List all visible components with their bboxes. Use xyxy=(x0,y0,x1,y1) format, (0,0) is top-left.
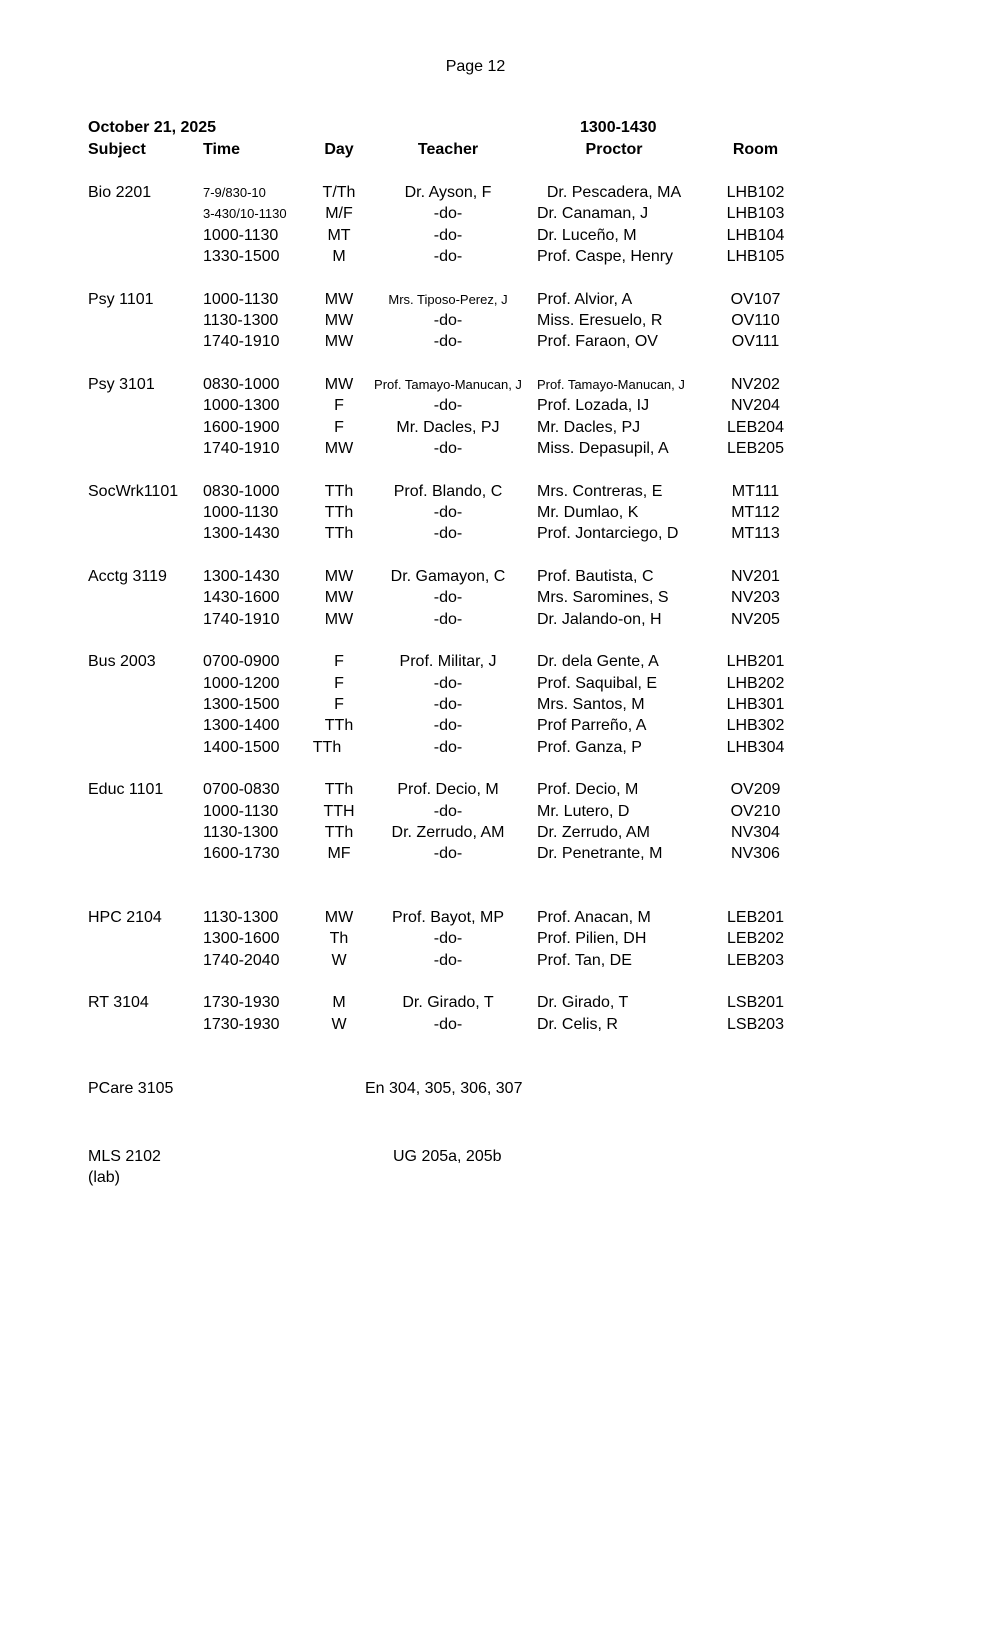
teacher-cell: Dr. Gamayon, C xyxy=(390,567,506,585)
teacher-cell: Prof. Bayot, MP xyxy=(391,909,505,927)
table-row xyxy=(88,246,816,267)
day-cell: MW xyxy=(324,909,354,927)
room-cell: MT112 xyxy=(731,503,780,521)
room-cell: LHB202 xyxy=(726,674,785,692)
table-row xyxy=(88,779,816,800)
time-cell: 1730-1930 xyxy=(203,1015,280,1033)
day-cell: MW xyxy=(324,589,354,607)
table-row xyxy=(88,1014,816,1035)
room-cell: LHB304 xyxy=(726,738,785,756)
room-cell: LHB201 xyxy=(726,653,785,671)
proctor-cell: Mr. Dacles, PJ xyxy=(537,418,641,436)
time-cell: 1300-1400 xyxy=(203,717,280,735)
day-cell: T/Th xyxy=(322,184,356,201)
time-cell: 0830-1000 xyxy=(203,482,280,500)
teacher-cell: -do- xyxy=(433,802,463,820)
proctor-cell: Prof. Lozada, IJ xyxy=(537,397,650,415)
subject-cell: Bus 2003 xyxy=(88,653,156,671)
room-cell: LSB201 xyxy=(727,994,784,1012)
time-cell: 7-9/830-10 xyxy=(203,185,266,200)
room-cell: NV204 xyxy=(731,397,780,415)
proctor-cell: Prof Parreño, A xyxy=(537,717,647,735)
exam-date: October 21, 2025 xyxy=(88,119,217,136)
table-row xyxy=(88,182,816,203)
teacher-cell: -do- xyxy=(433,695,463,713)
subject-cell: HPC 2104 xyxy=(88,909,162,927)
column-header-room: Room xyxy=(732,141,779,158)
table-row xyxy=(88,225,816,246)
room-cell: NV306 xyxy=(731,845,780,863)
day-cell: MW xyxy=(324,333,354,351)
proctor-cell: Prof. Jontarciego, D xyxy=(537,525,679,543)
teacher-cell: Prof. Blando, C xyxy=(393,482,503,500)
room-cell: NV304 xyxy=(731,823,780,841)
time-cell: 1000-1200 xyxy=(203,674,280,692)
teacher-cell: -do- xyxy=(433,205,463,223)
teacher-cell: -do- xyxy=(433,610,463,628)
proctor-cell: Dr. Jalando-on, H xyxy=(537,610,662,628)
table-row xyxy=(88,289,816,310)
subject-cell xyxy=(88,246,203,267)
group-gap xyxy=(88,630,816,651)
teacher-cell: -do- xyxy=(433,311,463,329)
subject-cell xyxy=(88,1014,203,1035)
subject-cell xyxy=(88,587,203,608)
column-header-subject: Subject xyxy=(88,141,146,158)
time-cell: 3-430/10-1130 xyxy=(203,206,287,222)
room-note-cell: UG 205a, 205b xyxy=(393,1147,502,1165)
teacher-cell: -do- xyxy=(433,226,463,244)
teacher-cell: -do- xyxy=(433,738,463,756)
table-row xyxy=(88,374,816,395)
subject-cell xyxy=(88,203,203,224)
subject-cell: PCare 3105 xyxy=(88,1079,174,1097)
teacher-cell: -do- xyxy=(433,247,463,265)
day-cell: F xyxy=(334,418,344,436)
table-row xyxy=(88,715,816,736)
table-row xyxy=(88,694,816,715)
subject-cell xyxy=(88,801,203,822)
day-cell: M xyxy=(332,994,346,1012)
room-cell: OV110 xyxy=(731,311,780,329)
table-row xyxy=(88,523,816,544)
proctor-cell: Dr. Zerrudo, AM xyxy=(537,823,650,841)
proctor-cell: Prof. Alvior, A xyxy=(537,290,633,308)
table-row xyxy=(88,950,816,971)
table-row xyxy=(88,331,816,352)
day-cell: TTH xyxy=(323,802,355,820)
room-cell: LEB203 xyxy=(727,951,784,969)
table-row xyxy=(88,992,816,1013)
room-note-cell: En 304, 305, 306, 307 xyxy=(365,1079,523,1097)
table-row xyxy=(88,438,816,459)
time-cell: 1000-1300 xyxy=(203,397,280,415)
time-cell: 1600-1730 xyxy=(203,845,280,863)
time-cell: 1740-1910 xyxy=(203,333,280,351)
proctor-cell: Prof. Ganza, P xyxy=(537,738,642,756)
page-number: Page 12 xyxy=(445,58,506,75)
teacher-cell: Prof. Militar, J xyxy=(399,653,497,671)
teacher-cell: -do- xyxy=(433,674,463,692)
day-cell: TTh xyxy=(324,781,354,799)
day-cell: TTh xyxy=(324,717,354,735)
teacher-cell: -do- xyxy=(433,439,463,457)
room-cell: LSB203 xyxy=(727,1015,784,1033)
subject-cell xyxy=(88,737,203,758)
group-gap xyxy=(88,971,816,992)
teacher-cell: -do- xyxy=(433,397,463,415)
proctor-cell: Mr. Lutero, D xyxy=(537,802,630,820)
subject-cell xyxy=(88,310,203,331)
time-cell: 1740-1910 xyxy=(203,610,280,628)
time-cell: 0700-0830 xyxy=(203,781,280,799)
exam-schedule-table xyxy=(88,182,816,1188)
day-cell: TTh xyxy=(324,525,354,543)
room-cell: MT111 xyxy=(731,482,780,500)
room-cell: LHB103 xyxy=(726,205,785,223)
group-gap xyxy=(88,1099,816,1146)
subject-cell: Educ 1101 xyxy=(88,781,164,799)
table-row xyxy=(88,843,816,864)
subject-cell: Acctg 3119 xyxy=(88,567,167,585)
table-row xyxy=(88,651,816,672)
room-cell: MT113 xyxy=(731,525,780,543)
proctor-cell: Dr. Girado, T xyxy=(537,994,629,1012)
day-cell: MT xyxy=(327,226,351,244)
table-row xyxy=(88,737,816,758)
time-cell: 0700-0900 xyxy=(203,653,280,671)
table-row xyxy=(88,310,816,331)
time-cell: 1300-1430 xyxy=(203,567,280,585)
proctor-cell: Prof. Tan, DE xyxy=(537,951,632,969)
subject-cell: RT 3104 xyxy=(88,994,149,1012)
day-cell: MW xyxy=(324,439,354,457)
day-cell: MW xyxy=(324,610,354,628)
table-row xyxy=(88,587,816,608)
subject-cell xyxy=(88,523,203,544)
group-gap xyxy=(88,459,816,480)
proctor-cell: Miss. Depasupil, A xyxy=(537,439,669,457)
proctor-cell: Prof. Tamayo-Manucan, J xyxy=(537,376,685,392)
teacher-cell: -do- xyxy=(433,589,463,607)
proctor-cell: Prof. Caspe, Henry xyxy=(537,247,674,265)
schedule-header xyxy=(88,117,816,138)
room-cell: LEB202 xyxy=(727,930,784,948)
table-row xyxy=(88,673,816,694)
group-gap xyxy=(88,353,816,374)
day-cell: F xyxy=(334,653,344,671)
column-header-time: Time xyxy=(203,141,241,158)
day-cell: F xyxy=(334,674,344,692)
table-row xyxy=(88,1078,816,1099)
teacher-cell: -do- xyxy=(433,717,463,735)
subject-cell xyxy=(88,609,203,630)
day-cell: MW xyxy=(324,311,354,329)
time-cell: 1130-1300 xyxy=(203,311,279,329)
teacher-cell: -do- xyxy=(433,1015,463,1033)
subject-cell xyxy=(88,225,203,246)
teacher-cell: Prof. Decio, M xyxy=(397,781,499,799)
subject-cell xyxy=(88,395,203,416)
table-row xyxy=(88,502,816,523)
time-cell: 1000-1130 xyxy=(203,802,279,820)
proctor-cell: Miss. Eresuelo, R xyxy=(537,311,663,329)
day-cell: M/F xyxy=(325,205,353,223)
proctor-cell: Prof. Decio, M xyxy=(537,781,639,799)
room-cell: LHB102 xyxy=(726,184,785,201)
proctor-cell: Prof. Anacan, M xyxy=(537,909,651,927)
proctor-cell: Dr. Pescadera, MA xyxy=(546,184,682,201)
time-cell: 1740-1910 xyxy=(203,439,280,457)
day-cell: TTh xyxy=(324,823,354,841)
teacher-cell: Mrs. Tiposo-Perez, J xyxy=(388,291,508,307)
proctor-cell: Mrs. Contreras, E xyxy=(537,482,663,500)
proctor-cell: Dr. Penetrante, M xyxy=(537,845,663,863)
subject-cell: Psy 1101 xyxy=(88,290,154,308)
proctor-cell: Dr. dela Gente, A xyxy=(537,653,659,671)
time-cell: 1730-1930 xyxy=(203,994,280,1012)
column-header-proctor: Proctor xyxy=(585,141,643,158)
day-cell: W xyxy=(331,1015,347,1033)
room-cell: NV203 xyxy=(731,589,780,607)
teacher-cell: Mr. Dacles, PJ xyxy=(396,418,500,436)
subject-cell xyxy=(88,822,203,843)
time-cell: 1000-1130 xyxy=(203,226,279,244)
time-cell: 1000-1130 xyxy=(203,503,279,521)
time-cell: 1330-1500 xyxy=(203,247,280,265)
proctor-cell: Mrs. Saromines, S xyxy=(537,589,669,607)
teacher-cell: -do- xyxy=(433,503,463,521)
room-cell: NV201 xyxy=(731,567,780,585)
teacher-cell: Dr. Ayson, F xyxy=(404,184,492,201)
subject-cell xyxy=(88,673,203,694)
day-cell: TTh xyxy=(324,503,354,521)
room-cell: LEB204 xyxy=(727,418,784,436)
table-row xyxy=(88,481,816,502)
room-cell: LEB201 xyxy=(727,909,784,927)
subject-cell xyxy=(88,694,203,715)
teacher-cell: -do- xyxy=(433,333,463,351)
teacher-cell: -do- xyxy=(433,930,463,948)
room-cell: OV209 xyxy=(730,781,781,799)
day-cell: Th xyxy=(329,930,349,948)
day-cell: F xyxy=(334,397,344,415)
day-cell: MW xyxy=(324,567,354,585)
room-cell: OV111 xyxy=(731,333,780,351)
teacher-cell: Dr. Zerrudo, AM xyxy=(391,823,505,841)
subject-cell: SocWrk1101 xyxy=(88,482,179,500)
day-cell: MF xyxy=(327,845,351,863)
subject-cell xyxy=(88,331,203,352)
column-header-day: Day xyxy=(324,141,354,158)
column-headers xyxy=(88,139,816,160)
table-row xyxy=(88,609,816,630)
time-cell: 1400-1500 xyxy=(203,738,280,756)
group-gap xyxy=(88,267,816,288)
room-cell: NV202 xyxy=(731,375,780,393)
room-cell: LHB104 xyxy=(726,226,785,244)
time-cell: 1000-1130 xyxy=(203,290,279,308)
day-cell: MW xyxy=(324,290,354,308)
table-row xyxy=(88,801,816,822)
day-cell: TTh xyxy=(324,482,354,500)
table-row xyxy=(88,395,816,416)
group-gap xyxy=(88,545,816,566)
proctor-cell: Prof. Faraon, OV xyxy=(537,333,658,351)
day-cell: M xyxy=(332,247,346,265)
table-row xyxy=(88,417,816,438)
day-cell: W xyxy=(331,951,347,969)
exam-time-slot: 1300-1430 xyxy=(580,119,657,136)
teacher-cell: Prof. Tamayo-Manucan, J xyxy=(374,376,522,392)
subject-cell: MLS 2102 xyxy=(88,1147,161,1165)
subject-cell: (lab) xyxy=(88,1169,121,1187)
table-row xyxy=(88,822,816,843)
proctor-cell: Dr. Canaman, J xyxy=(537,205,649,223)
group-gap xyxy=(88,758,816,779)
room-cell: OV210 xyxy=(730,802,781,820)
teacher-cell: -do- xyxy=(433,951,463,969)
time-cell: 1430-1600 xyxy=(203,589,280,607)
subject-cell: Bio 2201 xyxy=(88,184,152,201)
group-gap xyxy=(88,865,816,908)
time-cell: 1130-1300 xyxy=(203,823,279,841)
room-cell: OV107 xyxy=(730,290,781,308)
proctor-cell: Mrs. Santos, M xyxy=(537,695,645,713)
table-row xyxy=(88,928,816,949)
subject-cell xyxy=(88,928,203,949)
subject-cell xyxy=(88,502,203,523)
day-cell: TTh xyxy=(312,738,342,756)
time-cell: 1300-1430 xyxy=(203,525,280,543)
subject-cell: Psy 3101 xyxy=(88,375,155,393)
day-cell: MW xyxy=(324,375,354,393)
table-row xyxy=(88,907,816,928)
teacher-cell: -do- xyxy=(433,845,463,863)
day-cell: F xyxy=(334,695,344,713)
subject-cell xyxy=(88,417,203,438)
subject-cell xyxy=(88,438,203,459)
table-row xyxy=(88,1146,816,1167)
proctor-cell: Prof. Bautista, C xyxy=(537,567,654,585)
time-cell: 0830-1000 xyxy=(203,375,280,393)
time-cell: 1600-1900 xyxy=(203,418,280,436)
proctor-cell: Prof. Saquibal, E xyxy=(537,674,658,692)
proctor-cell: Mr. Dumlao, K xyxy=(537,503,639,521)
time-cell: 1300-1500 xyxy=(203,695,280,713)
subject-cell xyxy=(88,950,203,971)
room-cell: LHB105 xyxy=(726,247,785,265)
proctor-cell: Dr. Luceño, M xyxy=(537,226,637,244)
room-cell: LHB302 xyxy=(726,717,785,735)
time-cell: 1130-1300 xyxy=(203,909,279,927)
table-row xyxy=(88,203,816,224)
group-gap xyxy=(88,1035,816,1078)
teacher-cell: -do- xyxy=(433,525,463,543)
room-cell: LHB301 xyxy=(726,695,785,713)
room-cell: LEB205 xyxy=(727,439,784,457)
column-header-teacher: Teacher xyxy=(417,141,479,158)
teacher-cell: Dr. Girado, T xyxy=(402,994,494,1012)
time-cell: 1300-1600 xyxy=(203,930,280,948)
table-row xyxy=(88,566,816,587)
time-cell: 1740-2040 xyxy=(203,951,280,969)
proctor-cell: Prof. Pilien, DH xyxy=(537,930,647,948)
proctor-cell: Dr. Celis, R xyxy=(537,1015,618,1033)
subject-cell xyxy=(88,715,203,736)
subject-cell xyxy=(88,843,203,864)
room-cell: NV205 xyxy=(731,610,780,628)
table-row xyxy=(88,1167,816,1188)
